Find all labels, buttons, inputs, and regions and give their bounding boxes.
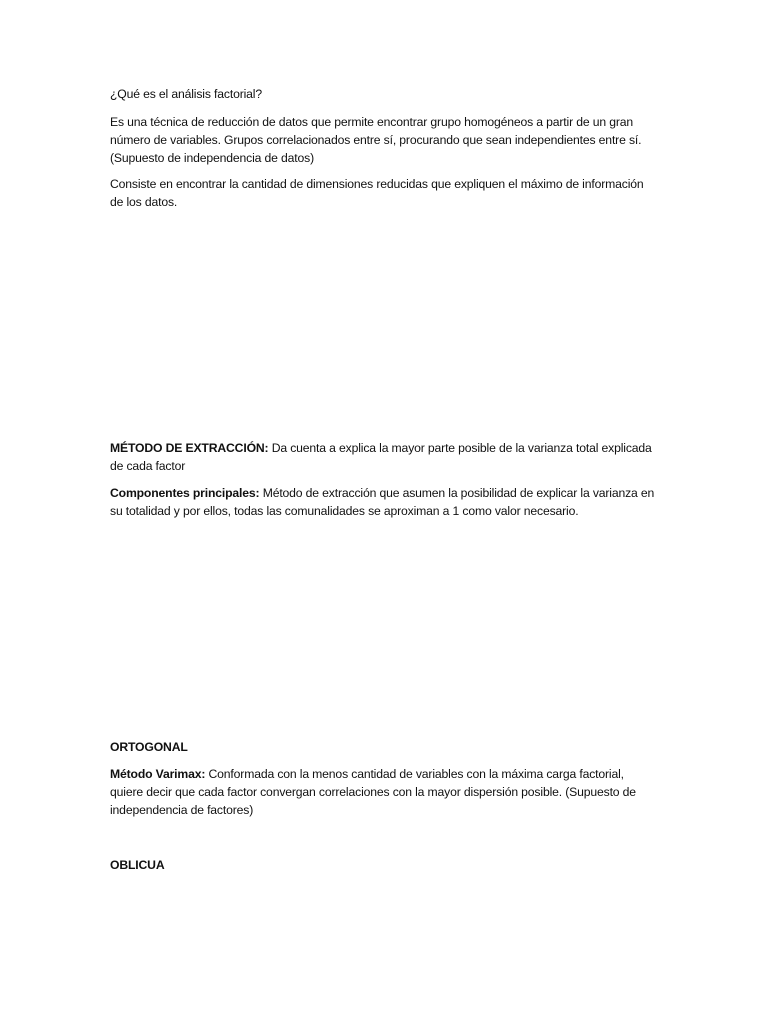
varimax-label: Método Varimax: — [110, 767, 206, 781]
principal-components-text: Método de extracción que asumen la posibilidad de explicar la varianza en su totalidad y por ellos, todas las comunalidades se aproximan a 1 como valor necesario. — [110, 486, 655, 519]
varimax-paragraph — [110, 765, 658, 820]
principal-components-label: Componentes principales: — [110, 486, 260, 500]
purpose-paragraph: Consiste en encontrar la cantidad de dimensiones reducidas que expliquen el máximo de información de los datos. — [110, 177, 644, 210]
extraction-method-text: Da cuenta a explica la mayor parte posible de la varianza total explicada de cada factor — [110, 441, 652, 474]
extraction-method-label: MÉTODO DE EXTRACCIÓN: — [110, 441, 269, 455]
question-heading: ¿Qué es el análisis factorial? — [110, 87, 262, 101]
extraction-method-paragraph — [110, 439, 658, 475]
oblique-heading: OBLICUA — [110, 858, 165, 872]
principal-components-paragraph — [110, 484, 658, 520]
definition-paragraph: Es una técnica de reducción de datos que permite encontrar grupo homogéneos a partir de un gran número de variables. Grupos correlacionados entre sí, procurando que sean independientes entre sí. (Supuesto de independencia de datos) — [110, 115, 642, 166]
varimax-text: Conformada con la menos cantidad de variables con la máxima carga factorial, quiere decir que cada factor convergan correlaciones con la mayor dispersión posible. (Supuesto de independencia de factores) — [110, 767, 636, 818]
orthogonal-heading: ORTOGONAL — [110, 740, 188, 754]
